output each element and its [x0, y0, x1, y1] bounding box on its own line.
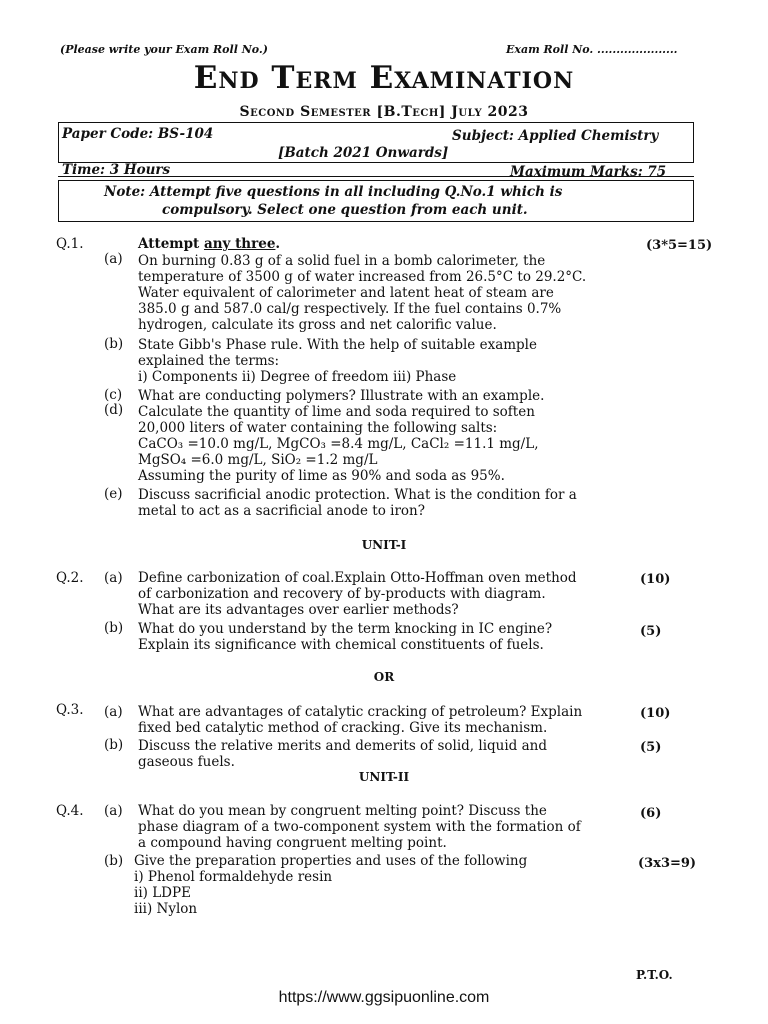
part-label: (e) [104, 486, 123, 502]
page-turn-over: P.T.O. [636, 968, 673, 982]
exam-title: End Term Examination [193, 60, 575, 96]
q2a-text [138, 570, 577, 618]
text-line: iii) Nylon [134, 901, 198, 917]
part-label: (c) [104, 387, 123, 403]
instruction-punct: . [275, 236, 281, 252]
text-line: What do you mean by congruent melting point? Discuss the [138, 803, 547, 819]
note-line-1: Note: Attempt five questions in all including Q.No.1 which is [104, 184, 563, 200]
text-line: fixed bed catalytic method of cracking. Give its mechanism. [138, 720, 548, 736]
text-line: Give the preparation properties and uses of the following [134, 853, 528, 869]
text-line: Calculate the quantity of lime and soda required to soften [138, 404, 535, 420]
q1c-text [138, 388, 544, 404]
part-label: (b) [104, 853, 124, 869]
text-line: Discuss sacrificial anodic protection. What is the condition for a [138, 487, 577, 503]
text-line: explained the terms: [138, 353, 280, 369]
maximum-marks: Maximum Marks: 75 [510, 164, 667, 180]
time-allowed: Time: 3 Hours [62, 162, 171, 178]
text-line: What are advantages of catalytic cracking of petroleum? Explain [138, 704, 583, 720]
text-line: phase diagram of a two-component system with the formation of [138, 819, 581, 835]
q1e-text [138, 487, 577, 519]
text-line: Assuming the purity of lime as 90% and soda as 95%. [138, 468, 505, 484]
question-number: Q.3. [56, 702, 84, 718]
q1b-text [138, 337, 537, 385]
text-line: i) Phenol formaldehyde resin [134, 869, 333, 885]
text-line: i) Components ii) Degree of freedom iii) Phase [138, 369, 457, 385]
part-label: (b) [104, 737, 124, 753]
q3a-text [138, 704, 582, 736]
unit-heading: UNIT-I [361, 538, 407, 552]
divider [58, 176, 694, 177]
text-line: What are conducting polymers? Illustrate with an example. [138, 388, 545, 404]
text-line: On burning 0.83 g of a solid fuel in a bomb calorimeter, the [138, 253, 546, 269]
text-line: a compound having congruent melting point. [138, 835, 447, 851]
q4a-text [138, 803, 581, 851]
q4a-marks: (6) [640, 806, 662, 821]
instruction-text: Attempt [138, 236, 204, 252]
q1-marks: (3*5=15) [646, 238, 713, 253]
instruction-emphasis: any three [203, 236, 276, 252]
text-line: What do you understand by the term knocking in IC engine? [138, 621, 553, 637]
question-number: Q.4. [56, 803, 84, 819]
exam-subtitle: Second Semester [B.Tech] July 2023 [239, 104, 529, 120]
part-label: (a) [104, 251, 123, 267]
part-label: (b) [104, 336, 124, 352]
text-line: CaCO₃ =10.0 mg/L, MgCO₃ =8.4 mg/L, CaCl₂ =11.1 mg/L, [138, 436, 539, 452]
or-separator: OR [373, 670, 395, 684]
text-line: State Gibb's Phase rule. With the help of suitable example [138, 337, 537, 353]
note-line-2: compulsory. Select one question from each unit. [162, 202, 528, 218]
footer-url[interactable]: https://www.ggsipuonline.com [278, 989, 490, 1006]
q4b-text [134, 853, 527, 917]
text-line: Discuss the relative merits and demerits of solid, liquid and [138, 738, 547, 754]
exam-roll-label: Exam Roll No. ..................... [506, 43, 678, 56]
text-line: Water equivalent of calorimeter and latent heat of steam are [138, 285, 554, 301]
part-label: (a) [104, 704, 123, 720]
part-label: (a) [104, 803, 123, 819]
text-line: 20,000 liters of water containing the following salts: [138, 420, 498, 436]
text-line: What are its advantages over earlier methods? [138, 602, 459, 618]
text-line: Explain its significance with chemical constituents of fuels. [138, 637, 544, 653]
q3b-marks: (5) [640, 740, 662, 755]
text-line: of carbonization and recovery of by-products with diagram. [138, 586, 546, 602]
text-line: hydrogen, calculate its gross and net calorific value. [138, 317, 497, 333]
q2a-marks: (10) [640, 572, 671, 587]
text-line: ii) LDPE [134, 885, 191, 901]
question-number: Q.1. [56, 236, 84, 252]
text-line: metal to act as a sacrificial anode to iron? [138, 503, 425, 519]
batch: [Batch 2021 Onwards] [278, 145, 449, 161]
q4b-marks: (3x3=9) [638, 856, 697, 871]
text-line: 385.0 g and 587.0 cal/g respectively. If the fuel contains 0.7% [138, 301, 562, 317]
q1a-text [138, 253, 586, 333]
subject: Subject: Applied Chemistry [452, 128, 659, 144]
paper-code: Paper Code: BS-104 [62, 126, 214, 142]
q2b-marks: (5) [640, 624, 662, 639]
part-label: (a) [104, 570, 123, 586]
roll-number-note: (Please write your Exam Roll No.) [60, 43, 268, 56]
part-label: (d) [104, 402, 124, 418]
q1-instruction [138, 236, 280, 252]
text-line: gaseous fuels. [138, 754, 235, 770]
text-line: MgSO₄ =6.0 mg/L, SiO₂ =1.2 mg/L [138, 452, 378, 468]
text-line: Define carbonization of coal.Explain Otto-Hoffman oven method [138, 570, 577, 586]
q3a-marks: (10) [640, 706, 671, 721]
question-number: Q.2. [56, 570, 84, 586]
q1d-text [138, 404, 539, 484]
q3b-text [138, 738, 547, 770]
unit-heading: UNIT-II [358, 770, 410, 784]
text-line: temperature of 3500 g of water increased from 26.5°C to 29.2°C. [138, 269, 587, 285]
part-label: (b) [104, 620, 124, 636]
q2b-text [138, 621, 552, 653]
